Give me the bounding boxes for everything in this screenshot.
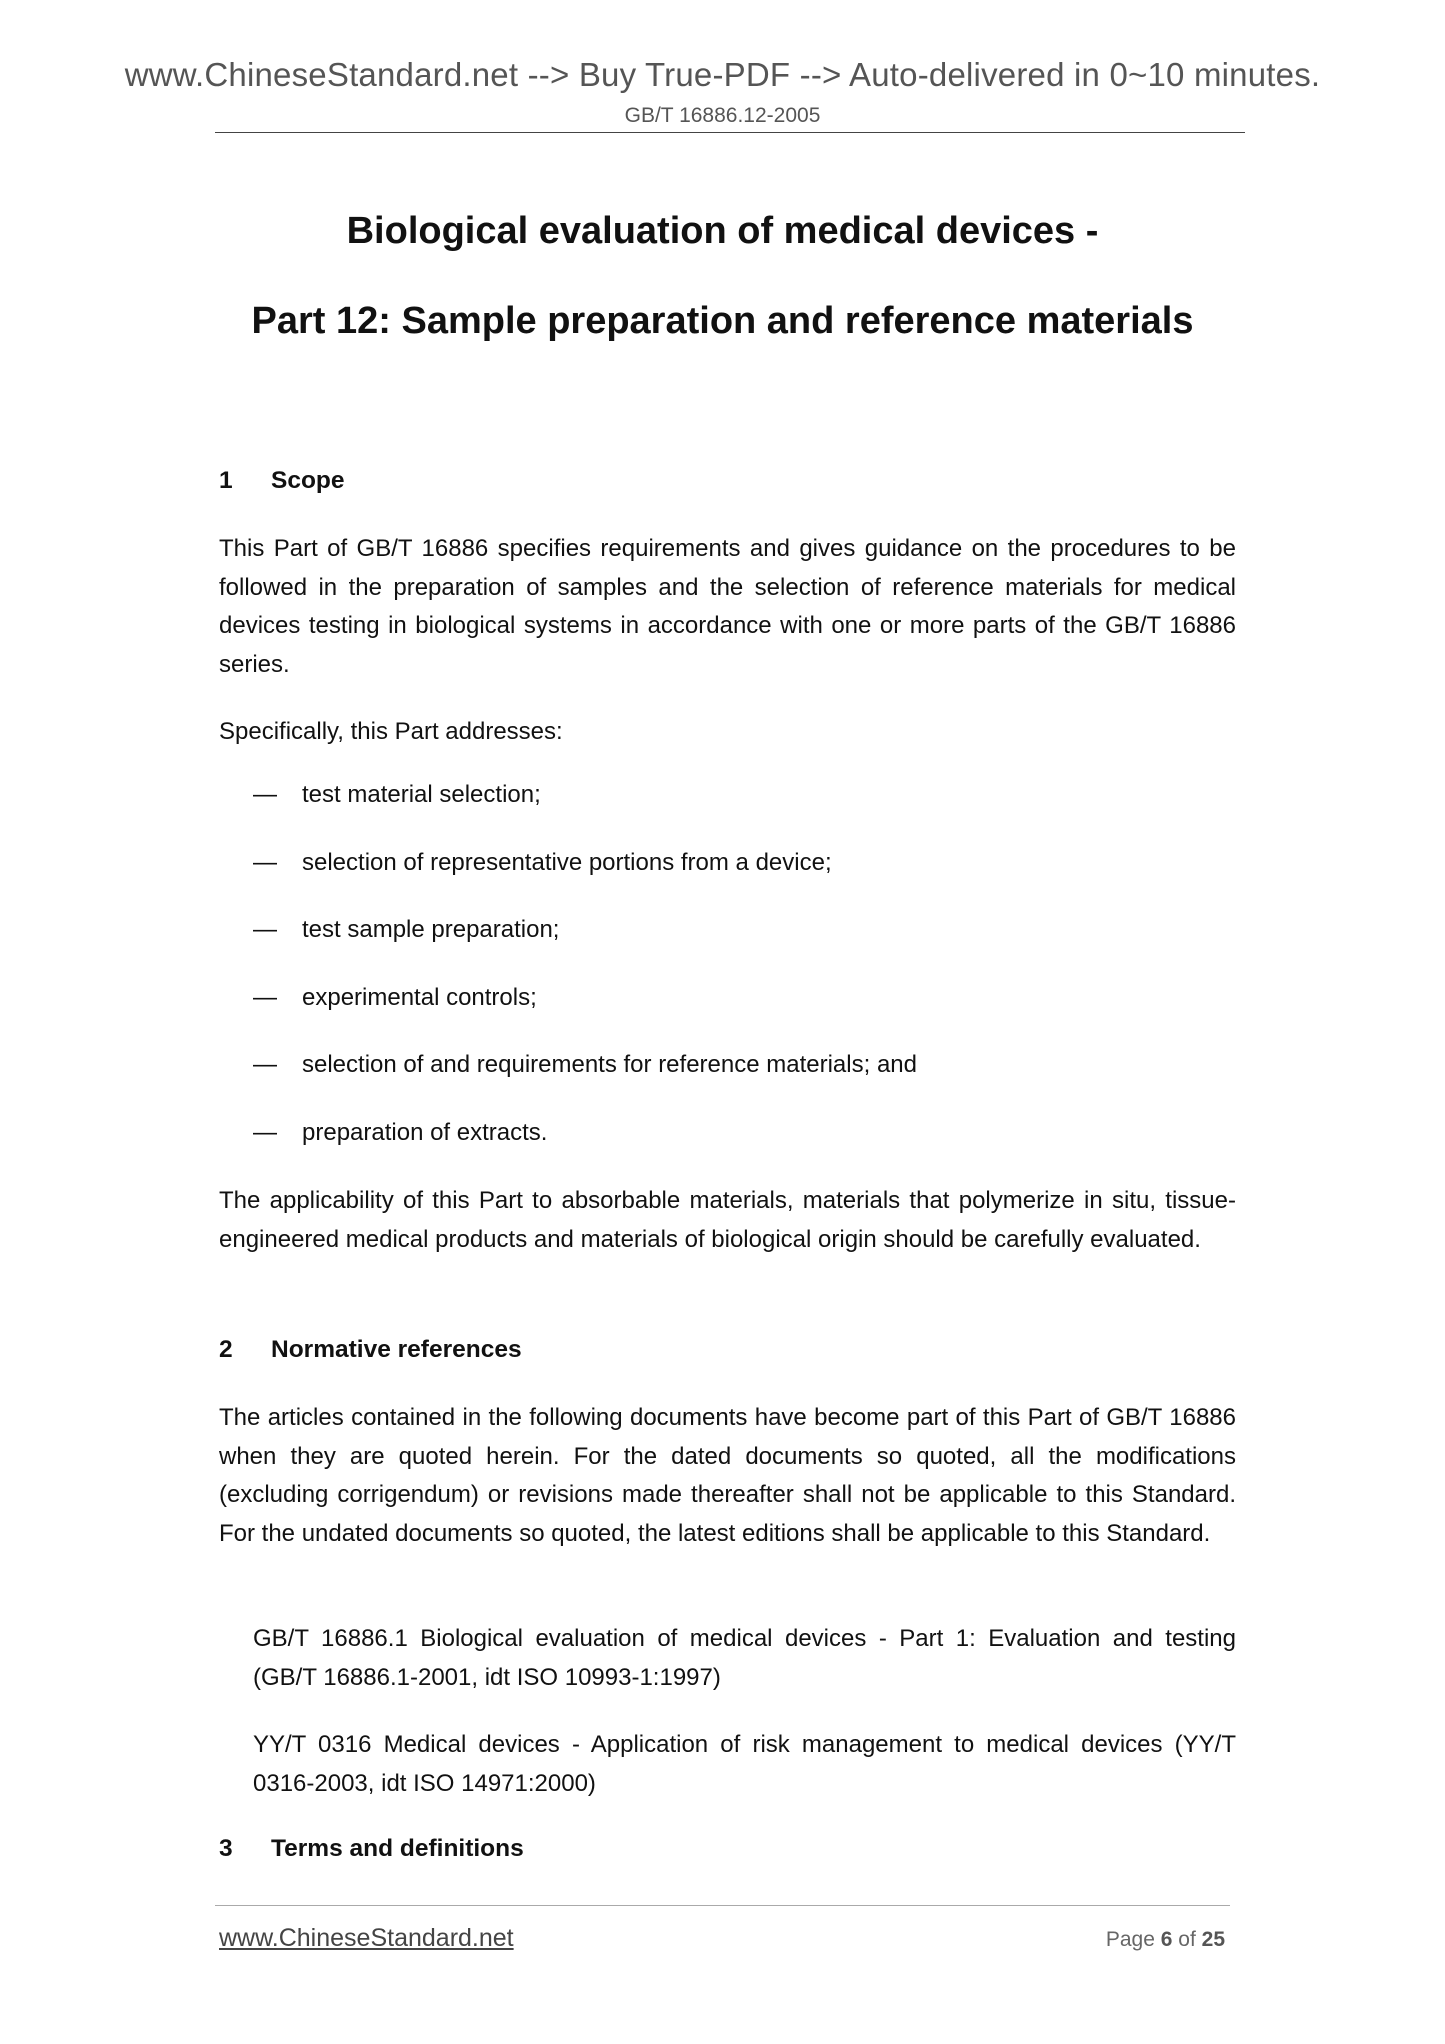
section-title: Terms and definitions [271,1835,524,1862]
section-heading-normative-references [219,1336,522,1364]
scope-paragraph-3: The applicability of this Part to absorbable materials, materials that polymerize in situ, tissue-engineered medical products and materials of biological origin should be carefully evaluated. [219,1187,1236,1253]
reference-entry: YY/T 0316 Medical devices - Application of risk management to medical devices (YY/T 0316-2003, idt ISO 14971:2000) [253,1731,1236,1797]
dash-bullet-icon: — [253,1051,277,1078]
page-number: Page 6 of 25 [1105,1928,1225,1951]
section-heading-scope [219,467,345,495]
normative-references-paragraph: The articles contained in the following documents have become part of this Part of GB/T 16886 when they are quoted herein. For the dated documents so quoted, all the modifications (excluding corrigendum) or revisions made thereafter shall not be applicable to this Standard. For the undated documents so quoted, the latest editions shall be applicable to this Standard. [219,1404,1236,1547]
section-heading-terms-definitions [219,1835,524,1863]
dash-bullet-icon: — [253,1119,277,1146]
document-title-line2: Part 12: Sample preparation and reference materials [251,300,1194,342]
section-title: Scope [271,467,345,494]
section-number: 1 [219,467,233,494]
current-page: 6 [1160,1928,1173,1951]
list-item: — selection of representative portions from a device; [253,849,832,876]
document-title-line1: Biological evaluation of medical devices - [346,210,1099,252]
footer-divider [215,1905,1230,1906]
section-number: 2 [219,1336,233,1363]
scope-paragraph-1: This Part of GB/T 16886 specifies requirements and gives guidance on the procedures to be followed in the preparation of samples and the selection of reference materials for medical devices testing in biological systems in accordance with one or more parts of the GB/T 16886 series. [219,535,1236,678]
list-item: — experimental controls; [253,984,537,1011]
section-number: 3 [219,1835,233,1862]
list-item: — test sample preparation; [253,916,560,943]
dash-bullet-icon: — [253,916,277,943]
list-item: — test material selection; [253,781,541,808]
list-item: — preparation of extracts. [253,1119,548,1146]
dash-bullet-icon: — [253,781,277,808]
footer-site-link[interactable]: www.ChineseStandard.net [219,1924,514,1952]
scope-paragraph-2: Specifically, this Part addresses: [219,718,563,745]
header-divider [215,132,1245,133]
dash-bullet-icon: — [253,849,277,876]
list-item: — selection of and requirements for reference materials; and [253,1051,917,1078]
header-banner-link[interactable]: www.ChineseStandard.net --> Buy True-PDF --> Auto-delivered in 0~10 minutes. [124,56,1321,93]
section-title: Normative references [271,1336,522,1363]
total-pages: 25 [1201,1928,1225,1951]
header-standard-id: GB/T 16886.12-2005 [624,104,821,127]
dash-bullet-icon: — [253,984,277,1011]
reference-entry: GB/T 16886.1 Biological evaluation of medical devices - Part 1: Evaluation and testing (GB/T 16886.1-2001, idt ISO 10993-1:1997) [253,1625,1236,1691]
